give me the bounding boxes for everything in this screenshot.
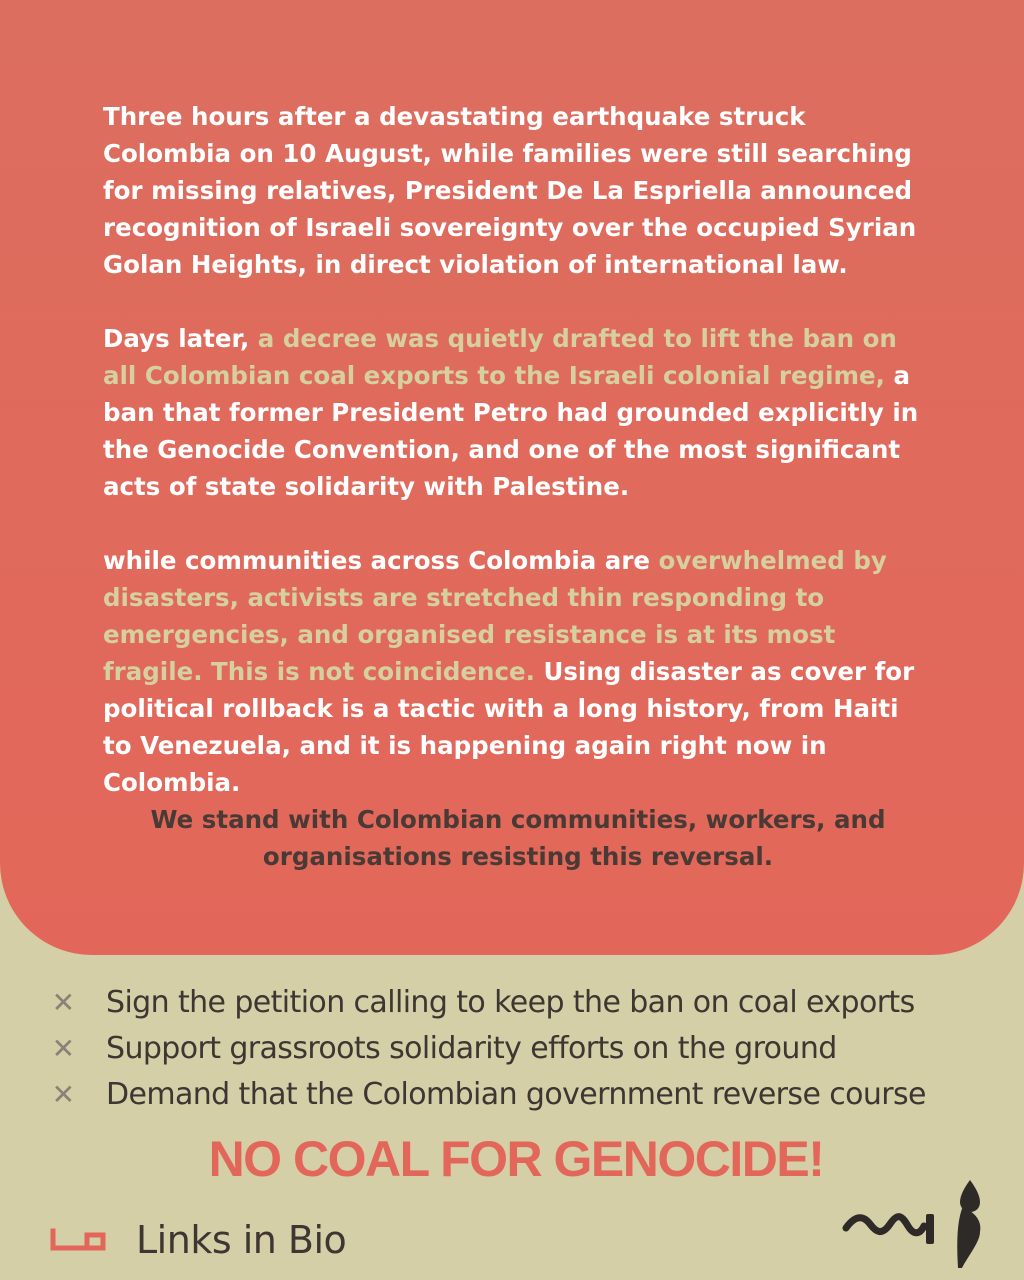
link-icon: [50, 1228, 106, 1252]
slogan-headline: NO COAL FOR GENOCIDE!: [208, 1131, 824, 1187]
x-icon: ✕: [51, 1032, 75, 1065]
action-list: [0, 980, 1024, 1118]
palestine-map-logo: [840, 1176, 990, 1272]
paragraph-disaster-rest: Using disaster as cover for political rollback is a tactic with a long history, from Haiti to Venezuela, and it is happening again right now in Colombia.: [103, 657, 915, 797]
paragraph-decree-rest: a ban that former President Petro had grounded explicitly in the Genocide Convention, and one of the most significant acts of state solidarity with Palestine.: [103, 361, 919, 501]
solidarity-statement: We stand with Colombian communities, workers, and organisations resisting this reversal.: [150, 805, 886, 871]
action-item-support: [0, 1026, 1024, 1072]
paragraph-decree-highlight: a decree was quietly drafted to lift the ban on all Colombian coal exports to the Israeli colonial regime,: [103, 324, 897, 390]
links-in-bio[interactable]: [50, 1214, 346, 1266]
links-in-bio-label: Links in Bio: [136, 1218, 347, 1262]
paragraph-decree: [103, 320, 933, 505]
paragraph-earthquake: [103, 98, 933, 283]
action-item-demand: [0, 1072, 1024, 1118]
action-item-label: Demand that the Colombian government reverse course: [106, 1077, 926, 1112]
action-item-petition: [0, 980, 1024, 1026]
paragraph-earthquake-text: Three hours after a devastating earthquake struck Colombia on 10 August, while families were still searching for missing relatives, President De La Espriella announced recognition of Israeli sovereignty over the occupied Syrian Golan Heights, in direct violation of international law.: [103, 102, 917, 279]
paragraph-disaster: [103, 542, 933, 801]
paragraph-decree-lead: Days later,: [103, 324, 258, 353]
x-icon: ✕: [51, 1078, 75, 1111]
paragraph-disaster-highlight: overwhelmed by disasters, activists are stretched thin responding to emergencies, and organised resistance is at its most fragile. This is not coincidence.: [103, 546, 887, 686]
action-item-label: Sign the petition calling to keep the ban on coal exports: [106, 985, 915, 1020]
x-icon: ✕: [51, 986, 75, 1019]
action-item-label: Support grassroots solidarity efforts on the ground: [106, 1031, 837, 1066]
paragraph-disaster-lead: while communities across Colombia are: [103, 546, 659, 575]
